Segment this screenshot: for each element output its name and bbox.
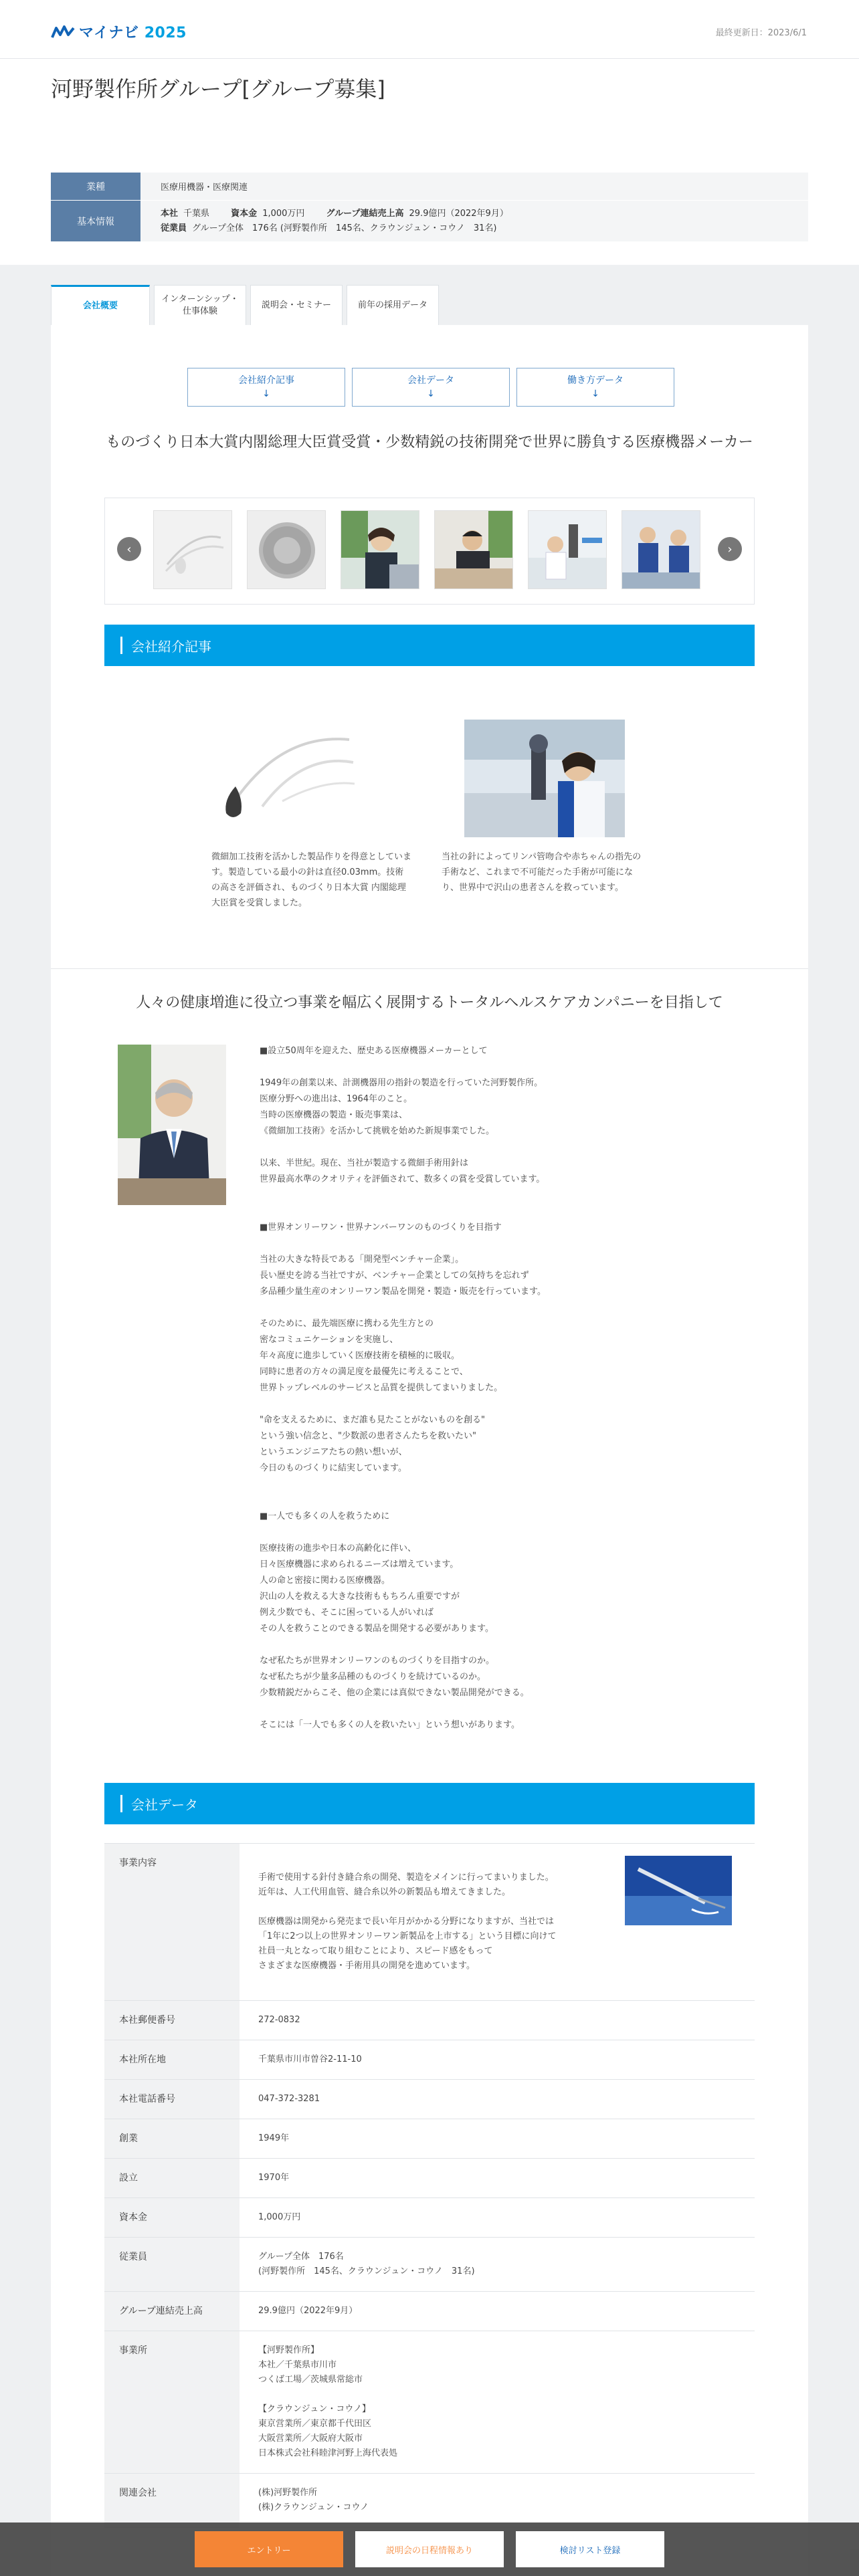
row-label: 事業所: [104, 2331, 240, 2473]
logo-text: マイナビ 2025: [79, 25, 187, 41]
message-paragraph: 以来、半世紀。現在、当社が製造する微細手術用針は 世界最高水準のクオリティを評価されて、数多くの賞を受賞しています。: [260, 1158, 545, 1184]
gallery-thumb-staff-woman[interactable]: [341, 510, 419, 589]
table-row: [104, 2238, 755, 2292]
message-paragraph: 当社の大きな特長である「開発型ベンチャー企業」。 長い歴史を誇る当社ですが、ベンチャー企業としての気持ちを忘れず 多品種少量生産のオンリーワン製品を開発・製造・販売を行っています。: [260, 1255, 546, 1297]
page-tabs: [51, 285, 439, 325]
message-headline: 人々の健康増進に役立つ事業を幅広く展開するトータルヘルスケアカンパニーを目指して: [136, 994, 723, 1011]
message-paragraph: 医療技術の進歩や日本の高齢化に伴い、 日々医療機器に求められるニーズは増えています。 人の命と密接に関わる医療機器。 沢山の人を救える大きな技術ももちろん重要ですが 例え少数でも、そこに困っている人がいれば その人を救うことのできる製品を開発する必要があります。: [260, 1543, 494, 1634]
message-paragraph: なぜ私たちが世界オンリーワンのものづくりを目指すのか。 なぜ私たちが少量多品種のものづくりを続けているのか。 少数精鋭だからこそ、他の企業には真似できない製品開発ができる。: [260, 1656, 529, 1698]
president-photo: [118, 1045, 226, 1205]
article-image-needles: [195, 720, 356, 837]
article-text-left: 微細加工技術を活かした製品作りを得意としています。製造している最小の針は直径0.03mm。技術の高さを評価され、ものづくり日本大賞 内閣総理大臣賞を受賞しました。: [211, 852, 412, 908]
anchor-article[interactable]: 会社紹介記事 ↓: [187, 368, 345, 407]
industry-label: 業種: [51, 173, 140, 201]
row-label: 資本金: [104, 2198, 240, 2237]
mynavi-logo-icon: [51, 24, 75, 40]
anchor-links: [187, 368, 674, 407]
company-title: 河野製作所グループ[グループ募集]: [51, 76, 385, 102]
gallery-thumb-staff-man[interactable]: [434, 510, 513, 589]
row-label: 本社所在地: [104, 2040, 240, 2079]
article-text-right: 当社の針によってリンパ管吻合や赤ちゃんの指先の手術など、これまで不可能だった手術が可能になり、世界中で沢山の患者さんを救っています。: [442, 852, 642, 893]
row-label: グループ連結売上高: [104, 2292, 240, 2331]
row-label: 従業員: [104, 2238, 240, 2291]
site-header: [0, 0, 859, 59]
bottom-action-bar: [0, 2523, 859, 2576]
last-updated: 最終更新日：2023/6/1: [715, 28, 807, 38]
gallery-next-button[interactable]: ›: [718, 537, 742, 561]
table-row: [104, 1844, 755, 2001]
basic-info-value: 本社 千葉県 資本金 1,000万円 グループ連結売上高 29.9億円（2022年9月） 従業員 グループ全体 176名 (河野製作所 145名、クラウンジュン・コウノ 31名): [140, 201, 808, 242]
table-row: [104, 2292, 755, 2331]
anchor-company-data[interactable]: 会社データ ↓: [352, 368, 510, 407]
row-label: 事業内容: [104, 1844, 240, 2000]
row-label: 関連会社: [104, 2474, 240, 2527]
message-paragraph: ■世界オンリーワン・世界ナンバーワンのものづくりを目指す: [260, 1222, 502, 1232]
section-heading-article: 会社紹介記事: [104, 625, 755, 666]
row-label: 創業: [104, 2119, 240, 2158]
company-data-table: [104, 1843, 755, 2528]
message-paragraph: そこには「一人でも多くの人を救いたい」という想いがあります。: [260, 1720, 520, 1730]
section-heading-company-data: 会社データ: [104, 1783, 755, 1824]
message-body: [260, 1043, 728, 1749]
row-value: 【河野製作所】 本社／千葉県市川市 つくば工場／茨城県常総市 【クラウンジュン・コウノ】 東京営業所／東京都千代田区 大阪営業所／大阪府大阪市 日本株式会社科睦津河野上海代表処: [258, 2345, 398, 2458]
row-label: 本社電話番号: [104, 2080, 240, 2119]
row-value: 手術で使用する針付き縫合糸の開発、製造をメインに行ってまいりました。 近年は、人工代用血管、縫合糸以外の新製品も増えてきました。 医療機器は開発から発売まで長い年月がかかる分野になりますが、当社では 「1年に2つ以上の世界オンリーワン新製品を上市する」という目標に向けて 社員一丸となって取り組むことにより、スピード感をもって さまざまな医療機器・手術用具の開発を進めています。: [240, 1844, 755, 2000]
seminar-info-button[interactable]: 説明会の日程情報あり: [355, 2531, 504, 2567]
row-value: 29.9億円（2022年9月）: [258, 2306, 358, 2316]
gallery-prev-button[interactable]: ‹: [117, 537, 141, 561]
table-row: [104, 2331, 755, 2474]
message-paragraph: そのために、最先端医療に携わる先生方との 密なコミュニケーションを実施し、 年々高度に進歩していく医療技術を積極的に吸収。 同時に患者の方々の満足度を最優先に考えることで、 世界トップレベルのサービスと品質を提供してまいりました。: [260, 1319, 503, 1393]
table-row: [104, 2474, 755, 2528]
gallery-thumb-needles[interactable]: [153, 510, 232, 589]
table-row: [104, 2001, 755, 2040]
mynavi-logo[interactable]: [51, 21, 187, 42]
company-title-area: [0, 59, 859, 265]
industry-value: 医療用機器・医療関連: [140, 173, 808, 201]
gallery-thumb-lab[interactable]: [528, 510, 607, 589]
tab-recruit-data[interactable]: 前年の採用データ: [347, 285, 439, 325]
row-value: 1970年: [258, 2173, 290, 2183]
tab-internship[interactable]: インターンシップ・ 仕事体験: [154, 285, 246, 325]
row-label: 設立: [104, 2159, 240, 2197]
business-image: [625, 1856, 732, 1925]
row-value: 1,000万円: [258, 2212, 301, 2222]
main-content: [51, 325, 808, 2576]
row-value: グループ全体 176名 (河野製作所 145名、クラウンジュン・コウノ 31名): [258, 2252, 475, 2276]
message-paragraph: 1949年の創業以来、計測機器用の指針の製造を行っていた河野製作所。 医療分野への進出は、1964年のこと。 当時の医療機器の製造・販売事業は、 《微細加工技術》を活かして挑戦を始めた新規事業でした。: [260, 1078, 543, 1136]
row-label: 本社郵便番号: [104, 2001, 240, 2040]
row-value: (株)河野製作所 (株)クラウンジュン・コウノ: [258, 2488, 369, 2512]
photo-gallery: [104, 498, 755, 605]
table-row: [104, 2119, 755, 2159]
table-row: [104, 2080, 755, 2119]
basic-info-table: [51, 173, 808, 242]
tab-company-overview[interactable]: 会社概要: [51, 285, 150, 325]
anchor-workstyle-data[interactable]: 働き方データ ↓: [516, 368, 674, 407]
message-paragraph: ■一人でも多くの人を救うために: [260, 1511, 390, 1521]
article-image-microscope: [464, 720, 625, 837]
add-to-list-button[interactable]: 検討リスト登録: [516, 2531, 664, 2567]
entry-button[interactable]: エントリー: [195, 2531, 343, 2567]
row-value: 047-372-3281: [258, 2094, 320, 2104]
section-divider: [51, 968, 808, 969]
row-value: 272-0832: [258, 2015, 300, 2025]
row-value: 千葉県市川市曽谷2-11-10: [258, 2054, 362, 2064]
basic-info-label: 基本情報: [51, 201, 140, 242]
message-paragraph: "命を支えるために、まだ誰も見たことがないものを創る" という強い信念と、"少数派の患者さんたちを救いたい" というエンジニアたちの熱い想いが、 今日のものづくりに結実しています。: [260, 1415, 485, 1473]
row-value: 1949年: [258, 2133, 290, 2143]
message-paragraph: ■設立50周年を迎えた、歴史ある医療機器メーカーとして: [260, 1046, 488, 1056]
table-row: [104, 2040, 755, 2080]
gallery-thumb-workers[interactable]: [622, 510, 700, 589]
gallery-thumb-coin[interactable]: [247, 510, 326, 589]
table-row: [104, 2159, 755, 2198]
tab-seminar[interactable]: 説明会・セミナー: [250, 285, 343, 325]
table-row: [104, 2198, 755, 2238]
catch-copy: ものづくり日本大賞内閣総理大臣賞受賞・少数精鋭の技術開発で世界に勝負する医療機器メーカー: [106, 434, 753, 451]
